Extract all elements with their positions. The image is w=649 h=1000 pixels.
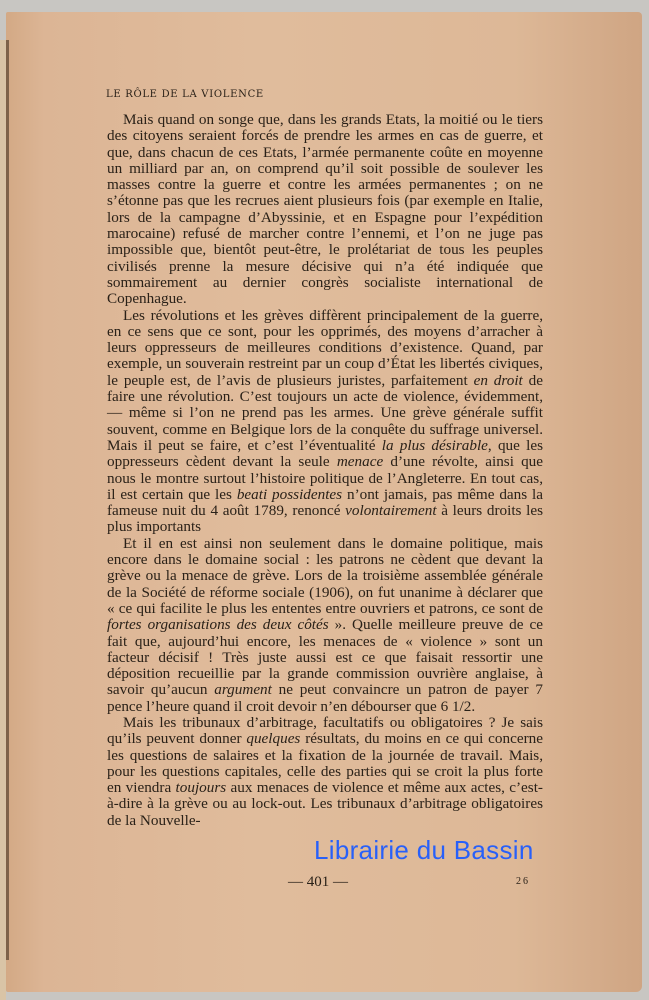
body-text bbox=[107, 112, 543, 829]
running-head: LE RÔLE DE LA VIOLENCE bbox=[106, 89, 264, 100]
italic-phrase: quelques bbox=[246, 730, 301, 748]
watermark-text: Librairie du Bassin bbox=[314, 835, 534, 865]
text-run: à leurs droits les plus importants bbox=[107, 502, 543, 536]
text-run: de faire une révolution. C’est toujours un acte de violence, évidemment, — même si l’on ne prend pas les armes. Une grève générale suffit souvent, comme en Belgique lors de la conquête du suffrage universel. Mais il peut se faire, et c’est l’éventualité bbox=[107, 371, 543, 454]
text-run: , que les oppresseurs cèdent devant la seule bbox=[107, 436, 543, 471]
text-run: ne peut convaincre un patron de payer 7 pence l’heure quand il croit devoir n’en débourser que 6 1/2. bbox=[107, 681, 543, 715]
text-run: résultats, du moins en ce qui concerne les questions de salaires et la fixation de la journée de travail. Mais, pour les questions capitales, celle des parties qui se croit la plus forte en viendra bbox=[107, 730, 543, 797]
text-run: aux menaces de violence et même aux actes, c’est-à-dire à la grève ou au lock-out. Les tribunaux d’arbitrage obligatoires de la Nouvelle- bbox=[107, 779, 543, 829]
text-run: ». Quelle meilleure preuve de ce fait que, aujourd’hui encore, les menaces de « violence » sont un facteur décisif ! Très juste aussi est ce que faisait ressortir une déposition recueillie par la grande commission ouvrière anglaise, à savoir qu’aucun bbox=[107, 616, 543, 699]
italic-phrase: beati possidentes bbox=[236, 485, 343, 503]
italic-phrase: menace bbox=[336, 453, 384, 471]
paragraph bbox=[107, 536, 543, 715]
text-run: n’ont jamais, pas même dans la fameuse nuit du 4 août 1789, renoncé bbox=[107, 485, 543, 520]
italic-phrase: toujours bbox=[175, 779, 227, 797]
paragraph bbox=[107, 715, 543, 829]
italic-phrase: volontairement bbox=[345, 502, 437, 520]
italic-phrase: la plus désirable bbox=[381, 436, 488, 454]
binding-gutter bbox=[6, 40, 9, 960]
text-run: d’une révolte, ainsi que nous le montre surtout l’histoire politique de l’Angleterre. En tout cas, il est certain que les bbox=[107, 453, 544, 503]
text-run: Et il en est ainsi non seulement dans le domaine politique, mais encore dans le domaine social : les patrons ne cèdent que devant la grève ou la menace de grève. Lors de la troisième assemblée générale de la Société de réforme sociale (1906), on fut unanime à déclarer que « ce qui facilite le plus les ententes entre ouvriers et patrons, ce sont de bbox=[107, 534, 543, 617]
text-run: Les révolutions et les grèves diffèrent principalement de la guerre, en ce sens que ce sont, pour les opprimés, des moyens d’arracher à leurs oppresseurs de meilleures conditions d’existence. Quand, par exemple, un souverain restreint par un coup d’État les libertés civiques, le peuple est, de l’avis de plusieurs juristes, parfaitement bbox=[107, 306, 543, 389]
italic-phrase: en droit bbox=[473, 371, 523, 389]
italic-phrase: fortes organisations des deux côtés bbox=[107, 616, 329, 634]
text-run: Mais les tribunaux d’arbitrage, facultatifs ou obligatoires ? Je sais qu’ils peuvent donner bbox=[107, 713, 543, 748]
paragraph bbox=[107, 112, 543, 308]
paragraph bbox=[107, 308, 543, 536]
text-run: Mais quand on songe que, dans les grands Etats, la moitié ou le tiers des citoyens seraient forcés de prendre les armes en cas de guerre, et que, dans chacun de ces Etats, l’armée permanente coûte en moyenne un milliard par an, on comprend qu’il soit possible de soulever les masses contre la guerre et contre les armées permanentes ; on ne s’étonne pas que les recrues aient plusieurs fois (par exemple en Italie, lors de la campagne d’Abyssinie, et en Espagne pour l’expédition marocaine) refusé de marcher contre l’ennemi, et l’on ne juge pas impossible que, bientôt peut-être, le prolétariat de tous les peuples civilisés prenne la mesure décisive qui n’a été indiquée que sommairement au dernier congrès socialiste international de Copenhague. bbox=[107, 111, 543, 308]
italic-phrase: argument bbox=[214, 681, 272, 699]
signature-mark: 26 bbox=[516, 876, 530, 887]
page-number: — 401 — bbox=[288, 874, 348, 890]
